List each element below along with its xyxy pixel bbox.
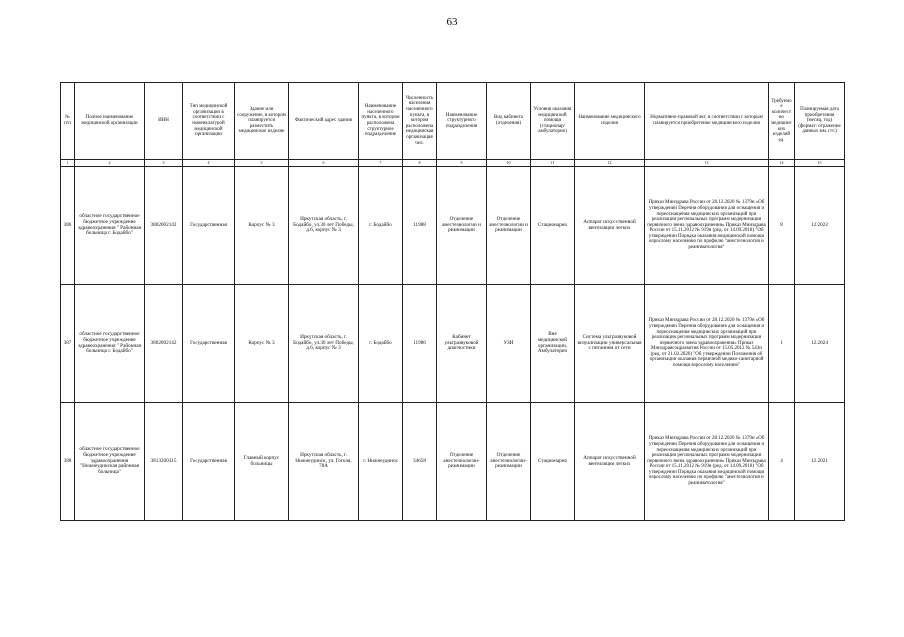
column-number: 15 bbox=[795, 160, 845, 167]
quantity: 4 bbox=[769, 403, 795, 521]
header-cell: Условия оказания медицинской помощи (стационар/амбулаторно) bbox=[531, 83, 575, 160]
device-name: Аппарат искусственной вентиляции легких bbox=[575, 167, 645, 285]
table-row bbox=[61, 167, 845, 285]
header-cell: Численность населения населенного пункта, в котором расположена медицинская организация чел. bbox=[403, 83, 437, 160]
column-number: 1 bbox=[61, 160, 75, 167]
quantity: 8 bbox=[769, 167, 795, 285]
device-name: Аппарат искусственной вентиляции легких bbox=[575, 403, 645, 521]
column-number: 8 bbox=[403, 160, 437, 167]
column-number-row bbox=[61, 160, 845, 167]
structural-unit: Отделение анестезиологии и реанимации bbox=[437, 167, 487, 285]
column-number: 9 bbox=[437, 160, 487, 167]
column-number: 5 bbox=[235, 160, 289, 167]
building: Корпус № 3 bbox=[235, 285, 289, 403]
address: Иркутская область, г. Бодайбо, ул.30 лет Победы, д.6, корпус № 3 bbox=[289, 285, 359, 403]
header-cell: Планируемая дата приобретения (месяц, год) (формат: отражение данных мм. ггг.) bbox=[795, 83, 845, 160]
planned-date: 12.2021 bbox=[795, 403, 845, 521]
legal-act: Приказ Минздрава России от 28.12.2020 № 1379н «Об утверждении Перечня оборудования для оснащения и переоснащения медицинских организаций при реализации региональных программ модернизации первичного звена здравоохранения» Приказ Минздрава России от 15.11.2012 № 919н (ред. от 14.09.2018) "Об утверждении Порядка оказания медицинской помощи взрослому населению по профилю "анестезиология и реаниматология" bbox=[645, 167, 769, 285]
structural-unit: Кабинет ультразвуковой диагностики bbox=[437, 285, 487, 403]
header-row bbox=[61, 83, 845, 160]
header-cell: Нормативно-правовой акт, в соответствии с которым планируется приобретение медицинского изделия bbox=[645, 83, 769, 160]
address: Иркутская область, г. Бодайбо, ул.30 лет Победы, д.6, корпус № 3 bbox=[289, 167, 359, 285]
header-cell: Тип медицинской организации в соответствии с номенклатурой медицинской организации bbox=[183, 83, 235, 160]
locality: г. Бодайбо bbox=[359, 167, 403, 285]
planned-date: 12.2024 bbox=[795, 285, 845, 403]
locality: г. Бодайбо bbox=[359, 285, 403, 403]
column-number: 10 bbox=[487, 160, 531, 167]
cabinet-type: Отделение анестезиологии-реанимации bbox=[487, 403, 531, 521]
column-number: 2 bbox=[75, 160, 145, 167]
organization-name: областное государственное бюджетное учреждение здравоохранения "Нижнеудинская районная больница" bbox=[75, 403, 145, 521]
header-cell: Фактический адрес здания bbox=[289, 83, 359, 160]
inn: 3813200315 bbox=[145, 403, 183, 521]
equipment-table bbox=[60, 82, 845, 521]
table-row bbox=[61, 403, 845, 521]
column-number: 4 bbox=[183, 160, 235, 167]
building: Главный корпус больницы bbox=[235, 403, 289, 521]
column-number: 7 bbox=[359, 160, 403, 167]
device-name: Система ультразвуковой визуализации универсальная с питанием от сети bbox=[575, 285, 645, 403]
column-number: 6 bbox=[289, 160, 359, 167]
row-number: 388 bbox=[61, 403, 75, 521]
column-number: 12 bbox=[575, 160, 645, 167]
population: 11988 bbox=[403, 167, 437, 285]
row-number: 387 bbox=[61, 285, 75, 403]
header-cell: Требуемое количество медицинских изделий ед. bbox=[769, 83, 795, 160]
header-cell: Здание или сооружение, в котором планируется разместить медицинское изделие bbox=[235, 83, 289, 160]
structural-unit: Отделение анестезиологии-реанимации bbox=[437, 403, 487, 521]
care-conditions: Стационарно bbox=[531, 403, 575, 521]
column-number: 11 bbox=[531, 160, 575, 167]
row-number: 386 bbox=[61, 167, 75, 285]
population: 11986 bbox=[403, 285, 437, 403]
organization-name: областное государственное бюджетное учреждение здравоохранения " Районная больница г. Бодайбо" bbox=[75, 167, 145, 285]
header-cell: Вид кабинета (отделения) bbox=[487, 83, 531, 160]
header-cell: Полное наименование медицинской организации bbox=[75, 83, 145, 160]
column-number: 13 bbox=[645, 160, 769, 167]
population: 34658 bbox=[403, 403, 437, 521]
column-number: 3 bbox=[145, 160, 183, 167]
locality: г. Нижнеудинск bbox=[359, 403, 403, 521]
inn: 3802002142 bbox=[145, 167, 183, 285]
table-row bbox=[61, 285, 845, 403]
organization-name: областное государственное бюджетное учреждение здравоохранения " Районная больница г. Бодайбо" bbox=[75, 285, 145, 403]
planned-date: 12.2022 bbox=[795, 167, 845, 285]
organization-type: Государственная bbox=[183, 167, 235, 285]
inn: 3802002142 bbox=[145, 285, 183, 403]
header-cell: № п/п bbox=[61, 83, 75, 160]
column-number: 14 bbox=[769, 160, 795, 167]
quantity: 1 bbox=[769, 285, 795, 403]
address: Иркутская область, г. Нижнеудинск, ул. Гоголя, 78А bbox=[289, 403, 359, 521]
cabinet-type: Отделение анестезиологии и реанимации bbox=[487, 167, 531, 285]
legal-act: Приказ Минздрава России от 28.12.2020 № 1379н «Об утверждении Перечня оборудования для оснащения и переоснащения медицинских организаций при реализации региональных программ модернизации первичного звена здравоохранения» Приказ Минздрава России от 15.11.2012 № 919н (ред. от 14.09.2018) "Об утверждении Порядка оказания медицинской помощи взрослому населению по профилю "анестезиология и реаниматология" bbox=[645, 403, 769, 521]
care-conditions: Вне медицинской организации, Амбулаторно bbox=[531, 285, 575, 403]
building: Корпус № 3 bbox=[235, 167, 289, 285]
page-number: 63 bbox=[446, 16, 458, 28]
header-cell: Наименование медицинского изделия bbox=[575, 83, 645, 160]
organization-type: Государственная bbox=[183, 403, 235, 521]
header-cell: Наименование населенного пункта, в котором расположена структурное подразделение bbox=[359, 83, 403, 160]
header-cell: ИНН bbox=[145, 83, 183, 160]
care-conditions: Стационарно bbox=[531, 167, 575, 285]
legal-act: Приказ Минздрава России от 28.12.2020 № 1379н «Об утверждении Перечня оборудования для оснащения и переоснащения медицинских организаций при реализации региональных программ модернизации первичного звена здравоохранения» Приказ Минздравсоцразвития России от 15.05.2012 № 543н (ред. от 21.02.2020) "Об утверждении Положения об организации оказания первичной медико-санитарной помощи взрослому населению" bbox=[645, 285, 769, 403]
cabinet-type: УЗИ bbox=[487, 285, 531, 403]
header-cell: Наименование структурного подразделения bbox=[437, 83, 487, 160]
organization-type: Государственная bbox=[183, 285, 235, 403]
